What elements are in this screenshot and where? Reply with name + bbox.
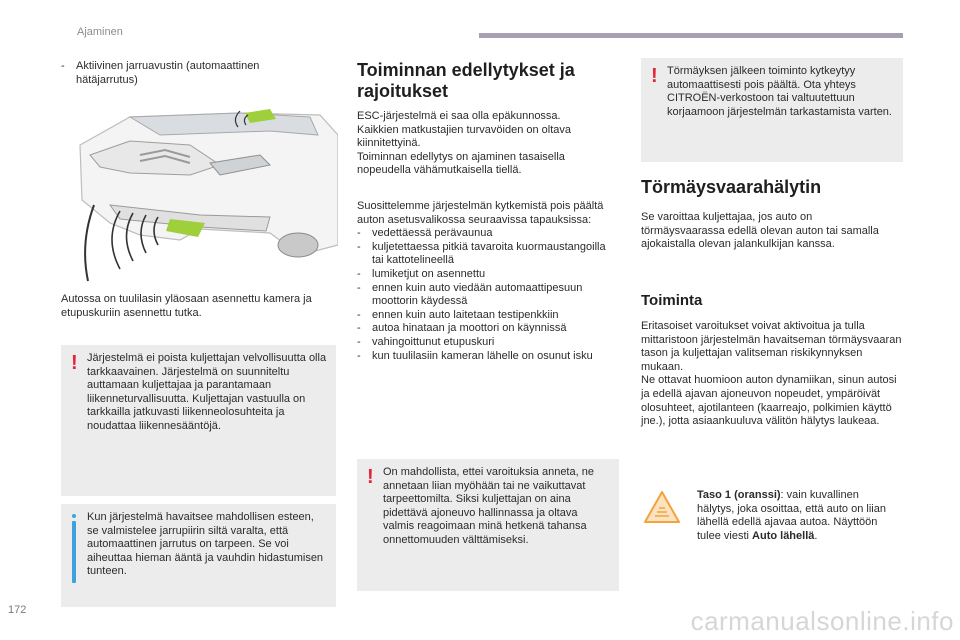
exclamation-icon: ! <box>651 65 658 87</box>
info-icon <box>72 514 76 586</box>
level1-warning-triangle-icon <box>643 490 681 524</box>
warning-box-late-alerts <box>357 459 619 591</box>
intro-item: - Aktiivinen jarruavustin (automaattinen hätäjarrutus) <box>61 60 316 87</box>
subsection-title-operation: Toiminta <box>641 292 703 309</box>
figure-caption: Autossa on tuulilasin yläosaan asennettu kamera ja etupuskuriin asennettu tutka. <box>61 293 312 319</box>
operation-line: Ne ottavat huomioon auton dynamiikan, sinun autosi ja edellä ajavan ajoneuvon nopeudet, ympäröivät olosuhteet, ajotilanteen (kaarreajo, polkimien käyttö jne.), jotta asiaankuuluva välitön hälytys laukeaa. <box>641 374 897 428</box>
watermark: carmanualsonline.info <box>690 606 954 636</box>
section-title-conditions: Toiminnan edellytykset ja rajoitukset <box>357 60 575 101</box>
list-item: - vedettäessä perävaunua <box>357 227 609 241</box>
warning-text: Törmäyksen jälkeen toiminto kytkeytyy automaattisesti pois päältä. Ota yhteys CITROËN-verkostoon tai valtuutettuun korjaamoon järjestelmän tarkastamista varten. <box>667 65 892 118</box>
info-box-braking <box>61 504 336 607</box>
section-header: Ajaminen <box>77 26 123 38</box>
exclamation-icon: ! <box>367 466 374 488</box>
level1-text: : vain kuvallinen hälytys, joka osoittaa, että auto on liian lähellä edellä ajavaa autoa. Näyttöön tulee viesti <box>697 489 886 542</box>
disable-recommendation <box>357 200 609 363</box>
warning-box-after-collision <box>641 58 903 162</box>
disable-intro: Suosittelemme järjestelmän kytkemistä pois päältä auton asetusvalikossa seuraavissa tapauksissa: <box>357 200 604 226</box>
level1-end: . <box>814 529 818 542</box>
exclamation-icon: ! <box>71 352 78 374</box>
list-item: - autoa hinataan ja moottori on käynnissä <box>357 322 609 336</box>
operation-line: Eritasoiset varoitukset voivat aktivoitua ja tulla mittaristoon järjestelmän havaitseman törmäysvaaran tason ja kuljettajan valitseman riskikynnyksen mukaan. <box>641 320 902 373</box>
list-item: - kuljetettaessa pitkiä tavaroita kuormaustangoilla tai kattotelineellä <box>357 241 609 268</box>
level1-description <box>697 489 897 543</box>
conditions-line: Kaikkien matkustajien turvavöiden on oltava kiinnitettyinä. <box>357 123 572 150</box>
header-accent-bar <box>479 33 903 38</box>
list-item: - ennen kuin auto laitetaan testipenkkiin <box>357 309 609 323</box>
section-title-collision-alert: Törmäysvaarahälytin <box>641 177 822 197</box>
conditions-paragraph <box>357 110 609 178</box>
list-item: - ennen kuin auto viedään automaattipesuun moottorin käydessä <box>357 282 609 309</box>
list-item: - lumiketjut on asennettu <box>357 268 609 282</box>
conditions-line: Toiminnan edellytys on ajaminen tasaisella nopeudella vähämutkaisella tiellä. <box>357 150 565 177</box>
list-item: - vahingoittunut etupuskuri <box>357 336 609 350</box>
page-number: 172 <box>8 604 27 616</box>
warning-text: On mahdollista, ettei varoituksia anneta, ne annetaan liian myöhään tai ne vaikuttavat tarpeettomilta. Siksi kuljettajan on aina pidettävä ajoneuvo hallinnassa ja oltava valmis reagoimaan minä hetkenä tahansa onnettomuuden välttämiseksi. <box>383 466 594 546</box>
list-item: - kun tuulilasiin kameran lähelle on osunut isku <box>357 350 609 364</box>
level1-label: Taso 1 (oranssi) <box>697 489 781 501</box>
operation-description <box>641 320 903 429</box>
info-text: Kun järjestelmä havaitsee mahdollisen esteen, se valmistelee jarrupiirin siltä varalta, että automaattinen jarrutus on tarpeen. Se voi aiheuttaa hieman ääntä ja vauhdin hidastumisen tunteen. <box>87 511 324 578</box>
warning-box-responsibility <box>61 345 336 496</box>
car-camera-radar-illustration <box>70 105 338 287</box>
level1-message: Auto lähellä <box>752 529 815 542</box>
collision-alert-description: Se varoittaa kuljettajaa, jos auto on törmäysvaarassa edellä olevan auton tai samalla ajokaistalla olevan jalankulkijan kanssa. <box>641 211 879 251</box>
conditions-line: ESC-järjestelmä ei saa olla epäkunnossa. <box>357 110 561 122</box>
intro-list <box>61 60 316 87</box>
warning-text: Järjestelmä ei poista kuljettajan velvollisuutta olla tarkkaavainen. Järjestelmä on suunniteltu auttamaan kuljettajaa ja parantamaan liikenneturvallisuutta. Kuljettajan vastuulla on tarkkailla jatkuvasti liikenneolosuhteita ja noudattaa liikennesääntöjä. <box>87 352 327 432</box>
